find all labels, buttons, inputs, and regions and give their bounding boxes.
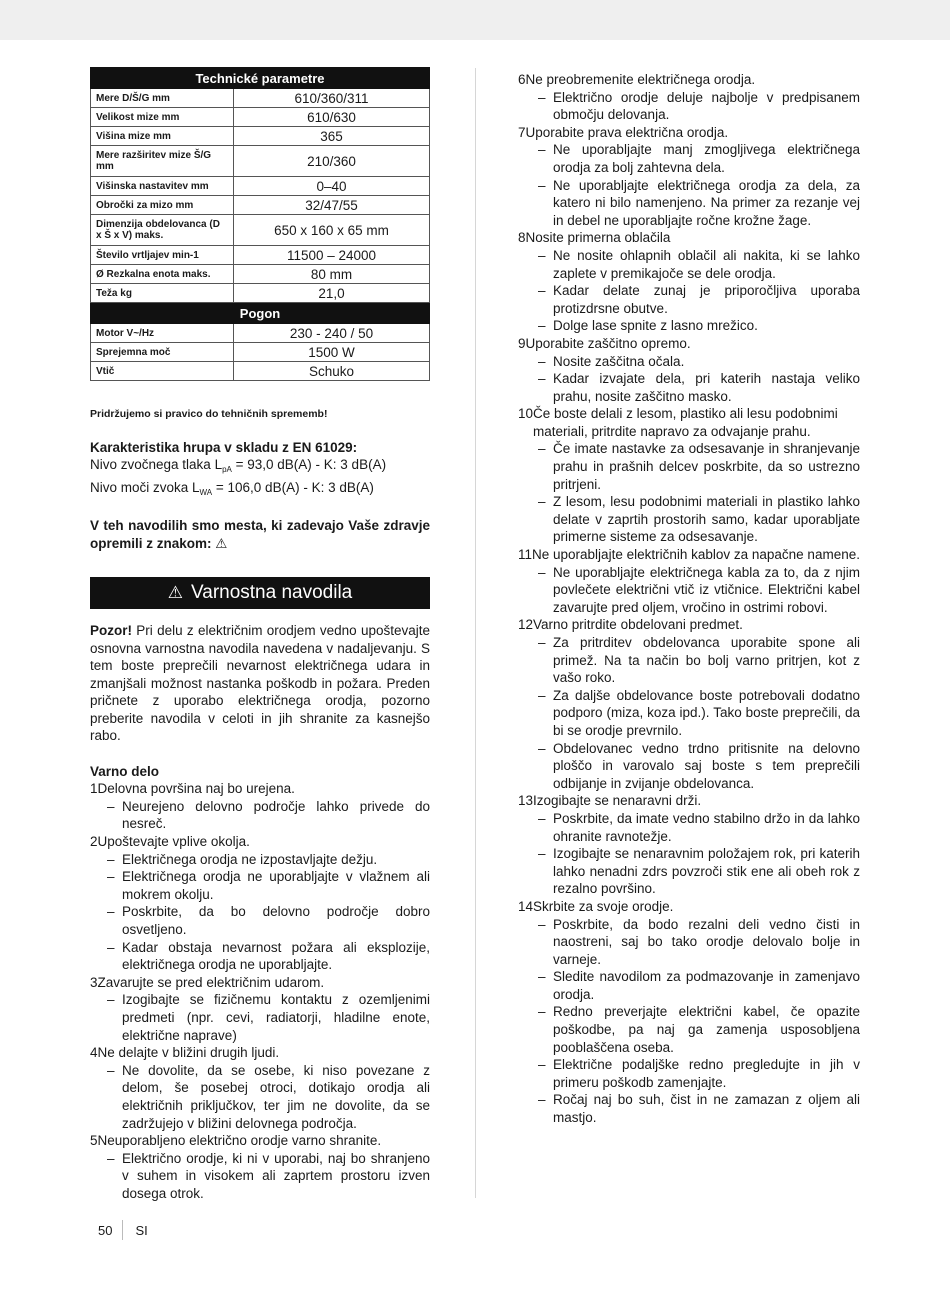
page-number: 50: [98, 1222, 113, 1238]
subitem-text: Električno orodje deluje najbolje v predpisanem območju delovanja.: [553, 89, 860, 123]
subitem-text: Kadar obstaja nevarnost požara ali eksplozije, električnega orodja ne uporabljajte.: [122, 939, 430, 973]
list-item: [518, 546, 860, 564]
subitem-text: Ne uporabljajte manj zmogljivega električnega orodja za bolj zahtevna dela.: [553, 142, 860, 175]
dash-bullet: –: [538, 441, 546, 457]
list-item: [90, 780, 430, 798]
spec-table: [90, 67, 430, 381]
list-subitem: [518, 1091, 860, 1126]
list-item: [518, 335, 860, 353]
item-number: 8: [518, 230, 526, 246]
table-row: [91, 215, 430, 246]
dash-bullet: –: [107, 904, 115, 920]
list-item: [518, 229, 860, 247]
list-item: [90, 1044, 430, 1062]
item-text: Delovna površina naj bo urejena.: [97, 781, 295, 797]
item-number: 9: [518, 335, 526, 351]
list-subitem: [518, 317, 860, 335]
list-subitem: [518, 440, 860, 493]
list-subitem: [518, 1003, 860, 1056]
left-rules-list: [90, 780, 430, 1202]
list-item: [90, 974, 430, 992]
dash-bullet: –: [538, 740, 546, 756]
dash-bullet: –: [107, 992, 115, 1008]
subitem-text: Električno orodje, ki ni v uporabi, naj bo shranjeno v suhem in visokem ali zaprtem prostoru izven dosega otrok.: [122, 1150, 430, 1201]
footer-separator: [122, 1220, 123, 1240]
spec-label: Motor V~/Hz: [91, 324, 234, 343]
warning-sign-note: V teh navodilih smo mesta, ki zadevajo Vaše zdravje opremili z znakom: ⚠: [90, 518, 430, 552]
dash-bullet: –: [107, 798, 115, 814]
dash-bullet: –: [538, 89, 546, 105]
table-row: [91, 265, 430, 284]
dash-bullet: –: [107, 1062, 115, 1078]
dash-bullet: –: [538, 371, 546, 387]
spec-value: 1500 W: [234, 343, 430, 362]
list-subitem: [518, 89, 860, 124]
item-number: 6: [518, 72, 526, 87]
item-text: Ne delajte v bližini drugih ljudi.: [97, 1045, 280, 1061]
item-text: Izogibajte se nenaravni drži.: [533, 793, 702, 809]
table-row: [91, 324, 430, 343]
list-item: [90, 833, 430, 851]
spec-value: 21,0: [234, 284, 430, 303]
right-column: [518, 71, 860, 1127]
item-number: 5: [90, 1133, 98, 1149]
list-item: [518, 898, 860, 916]
subitem-text: Poskrbite, da imate vedno stabilno držo in da lahko ohranite ravnotežje.: [553, 810, 860, 844]
spec-label: Ø Rezkalna enota maks.: [91, 265, 234, 284]
subitem-text: Sledite navodilom za podmazovanje in zamenjavo orodja.: [553, 969, 860, 1002]
spec-value: 11500 – 24000: [234, 246, 430, 265]
dash-bullet: –: [538, 1004, 546, 1020]
item-text: Ne uporabljajte električnih kablov za napačne namene.: [532, 547, 860, 563]
dash-bullet: –: [538, 1057, 546, 1073]
item-text: Neuporabljeno električno orodje varno shranite.: [97, 1133, 382, 1149]
spec-label: Velikost mize mm: [91, 108, 234, 127]
subitem-text: Ne nosite ohlapnih oblačil ali nakita, ki se lahko zaplete v premikajoče se dele orodja.: [553, 247, 860, 281]
list-subitem: [90, 851, 430, 869]
list-item: [518, 124, 860, 142]
subitem-text: Za pritrditev obdelovanca uporabite spone ali primež. Na ta način bo bolj varno pritrjen, kot z vašo roko.: [553, 635, 860, 686]
safety-intro: [90, 622, 430, 745]
list-subitem: [518, 370, 860, 405]
list-item: [518, 71, 860, 89]
subitem-text: Izogibajte se fizičnemu kontaktu z ozemljenimi predmeti (npr. cevi, radiatorji, hladilne enote, električne naprave): [122, 992, 430, 1043]
item-number: 11: [518, 547, 533, 563]
top-bar: [0, 0, 950, 40]
dash-bullet: –: [538, 564, 546, 580]
column-divider: [475, 68, 476, 1198]
table-row: [91, 196, 430, 215]
subitem-text: Ročaj naj bo suh, čist in ne zamazan z oljem ali mastjo.: [553, 1092, 860, 1126]
list-subitem: [518, 740, 860, 793]
noise-line-power: Nivo moči zvoka $L_{WA} = 106,0$ dB(A) - K: 3 dB(A): [90, 479, 374, 497]
list-subitem: [90, 1150, 430, 1203]
table-row: [91, 108, 430, 127]
item-text: Skrbite za svoje orodje.: [533, 898, 674, 914]
spec-label: Dimenzija obdelovanca (D x Š x V) maks.: [91, 215, 234, 246]
technical-change-note: Pridržujemo si pravico do tehničnih sprememb!: [90, 408, 328, 420]
subitem-text: Za dalјše obdelovance boste potrebovali dodatno podporo (miza, koza ipd.). Tako boste preprečili, da bi se orodje prevrnilo.: [553, 687, 860, 738]
dash-bullet: –: [107, 1150, 115, 1166]
list-subitem: [518, 916, 860, 969]
spec-value: 0–40: [234, 177, 430, 196]
spec-value: 32/47/55: [234, 196, 430, 215]
list-subitem: [518, 634, 860, 687]
list-subitem: [518, 810, 860, 845]
list-subitem: [518, 845, 860, 898]
table-row: [91, 177, 430, 196]
spec-label: Vtič: [91, 362, 234, 381]
language-code: SI: [135, 1222, 148, 1238]
noise-section: [90, 439, 430, 501]
item-number: 1: [90, 781, 98, 797]
subitem-text: Električnega orodja ne izpostavljajte dežju.: [122, 851, 378, 867]
table-row: [91, 343, 430, 362]
item-number: 12: [518, 617, 534, 633]
list-subitem: [518, 177, 860, 230]
spec-value: 650 x 160 x 65 mm: [234, 215, 430, 246]
table-row: [91, 89, 430, 108]
list-subitem: [518, 141, 860, 176]
dash-bullet: –: [538, 846, 546, 862]
dash-bullet: –: [538, 916, 546, 932]
subitem-text: Ne uporabljajte električnega orodja za dela, za katero ni bilo namenjeno. Na primer za rezanje vej in debel ne uporabljajte ročne krožne žage.: [553, 177, 860, 228]
table-row: [91, 146, 430, 177]
subitem-text: Električne podaljške redno pregledujte in jih v primeru poškodb zamenjajte.: [553, 1057, 860, 1090]
list-subitem: [518, 353, 860, 371]
left-column: [90, 67, 430, 1202]
spec-value: 210/360: [234, 146, 430, 177]
list-subitem: [90, 868, 430, 903]
list-subitem: [518, 493, 860, 546]
spec-value: 365: [234, 127, 430, 146]
subitem-text: Ne dovolite, da se osebe, ki niso povezane z delom, še posebej otroci, dotikajo orodja ali električnih priključkov, ter jim ne dovolite, da se zadržujejo v bližini delovnega področja.: [122, 1062, 430, 1131]
item-text: Ne preobremenite električnega orodja.: [525, 72, 756, 87]
list-subitem: [90, 991, 430, 1044]
dash-bullet: –: [538, 283, 546, 299]
spec-label: Število vrtljajev min-1: [91, 246, 234, 265]
item-number: 7: [518, 124, 526, 140]
warning-triangle-icon: ⚠: [167, 583, 183, 603]
item-number: 3: [90, 974, 98, 990]
dash-bullet: –: [107, 939, 115, 955]
spec-label: Mere razširitev mize Š/G mm: [91, 146, 234, 177]
item-number: 10: [518, 406, 534, 422]
list-subitem: [518, 564, 860, 617]
spec-value: 610/360/311: [234, 89, 430, 108]
subitem-text: Neurejeno delovno področje lahko privede do nesreč.: [122, 798, 430, 832]
item-text: Uporabite zaščitno opremo.: [525, 335, 691, 351]
item-text: Zavarujte se pred električnim udarom.: [97, 974, 325, 990]
list-subitem: [90, 903, 430, 938]
spec-value: 230 - 240 / 50: [234, 324, 430, 343]
item-number: 14: [518, 898, 534, 914]
subitem-text: Izogibajte se nenaravnim položajem rok, pri katerih lahko nenadni zdrs povzroči stik ene ali obeh rok z rezalno površino.: [553, 846, 860, 897]
noise-title: Karakteristika hrupa v skladu z EN 61029:: [90, 440, 358, 455]
spec-table-header: Technické parametre: [91, 68, 430, 89]
item-number: 4: [90, 1045, 98, 1061]
dash-bullet: –: [538, 247, 546, 263]
list-subitem: [90, 1062, 430, 1132]
dash-bullet: –: [538, 810, 546, 826]
noise-line-pressure: Nivo zvočnega tlaka $L_{pA} = 93,0$ dB(A) - K: 3 dB(A): [90, 457, 387, 475]
list-item: [518, 616, 860, 634]
spec-label: Obročki za mizo mm: [91, 196, 234, 215]
table-row: [91, 284, 430, 303]
subitem-text: Obdelovanec vedno trdno pritisnite na delovno ploščo in varovalo saj boste s tem preprečili odbijanje in zvijanje obdelovanca.: [553, 740, 860, 791]
list-subitem: [518, 282, 860, 317]
dash-bullet: –: [538, 687, 546, 703]
page-footer: [98, 1220, 148, 1240]
item-number: 2: [90, 834, 98, 849]
dash-bullet: –: [538, 318, 546, 334]
spec-label: Teža kg: [91, 284, 234, 303]
list-subitem: [90, 939, 430, 974]
subitem-text: Redno preverjajte električni kabel, če opazite poškodbe, pa naj ga zamenja usposobljena pooblaščena oseba.: [553, 1004, 860, 1055]
spec-label: Višina mize mm: [91, 127, 234, 146]
item-text: Upoštevajte vplive okolja.: [97, 834, 250, 849]
spec-value: 610/630: [234, 108, 430, 127]
spec-value: 80 mm: [234, 265, 430, 284]
item-number: 13: [518, 793, 534, 809]
list-subitem: [518, 687, 860, 740]
dash-bullet: –: [107, 869, 115, 885]
subitem-text: Če imate nastavke za odsesavanje in shranjevanje prahu in prašnih delcev poskrbite, da so ustrezno pritrjeni.: [553, 441, 860, 492]
list-subitem: [518, 1056, 860, 1091]
list-subitem: [90, 798, 430, 833]
safety-banner: [90, 577, 430, 609]
item-text: Uporabite prava električna orodja.: [525, 124, 729, 140]
spec-value: Schuko: [234, 362, 430, 381]
dash-bullet: –: [538, 177, 546, 193]
intro-bold: Pozor!: [90, 623, 132, 639]
item-text: Nosite primerna oblačila: [525, 230, 671, 246]
subitem-text: Ne uporabljajte električnega kabla za to, da z njim povlečete električni vtič iz vtičnice. Električni kabel zavarujte pred oljem, vročino in ostrimi robovi.: [553, 564, 860, 615]
safety-banner-title: Varnostna navodila: [190, 582, 353, 604]
dash-bullet: –: [538, 142, 546, 158]
subitem-text: Kadar izvajate dela, pri katerih nastaja veliko prahu, nosite zaščitno masko.: [553, 371, 860, 404]
list-item: [518, 792, 860, 810]
table-row: [91, 127, 430, 146]
spec-label: Mere D/Š/G mm: [91, 89, 234, 108]
subitem-text: Poskrbite, da bodo rezalni deli vedno čisti in naostreni, saj bo tako orodje delovalo bolje in varneje.: [553, 916, 860, 967]
dash-bullet: –: [538, 494, 546, 510]
dash-bullet: –: [107, 851, 115, 867]
spec-label: Višinska nastavitev mm: [91, 177, 234, 196]
table-row: [91, 362, 430, 381]
subitem-text: Poskrbite, da bo delovno področje dobro osvetljeno.: [122, 904, 430, 937]
table-row: [91, 246, 430, 265]
safe-work-title: Varno delo: [90, 763, 160, 779]
list-subitem: [518, 247, 860, 282]
right-rules-list: [518, 71, 860, 1127]
drive-table-header: Pogon: [91, 303, 430, 324]
subitem-text: Dolge lase spnite z lasno mrežico.: [553, 318, 758, 334]
list-item: [518, 405, 860, 440]
spec-label: Sprejemna moč: [91, 343, 234, 362]
dash-bullet: –: [538, 635, 546, 650]
item-text: Če boste delali z lesom, plastiko ali lesu podobnimi materiali, pritrdite napravo za odvajanje prahu.: [533, 406, 838, 439]
dash-bullet: –: [538, 969, 546, 985]
subitem-text: Nosite zaščitna očala.: [553, 353, 685, 369]
dash-bullet: –: [538, 1092, 546, 1108]
item-text: Varno pritrdite obdelovani predmet.: [533, 617, 743, 633]
intro-text: Pri delu z električnim orodjem vedno upoštevajte osnovna varnostna navodila navedena v nadaljevanju. S tem boste preprečili nevarnost električnega udara in zmanjšali možnost nastanka poškodb in požara. Preden pričnete z uporabo električnega orodja, pozorno preberite navodila v celoti in jih shranite za kasnejšo rabo.: [90, 623, 430, 744]
subitem-text: Z lesom, lesu podobnimi materiali in plastiko lahko delate v zaprtih prostorih samo, kadar uporabljate primerne sisteme za odsesavanje.: [553, 494, 860, 545]
list-subitem: [518, 968, 860, 1003]
dash-bullet: –: [538, 353, 546, 369]
subitem-text: Električnega orodja ne uporabljajte v vlažnem ali mokrem okolju.: [122, 869, 430, 902]
subitem-text: Kadar delate zunaj je priporočljiva uporaba protizdrsne obutve.: [553, 283, 860, 316]
list-item: [90, 1132, 430, 1150]
